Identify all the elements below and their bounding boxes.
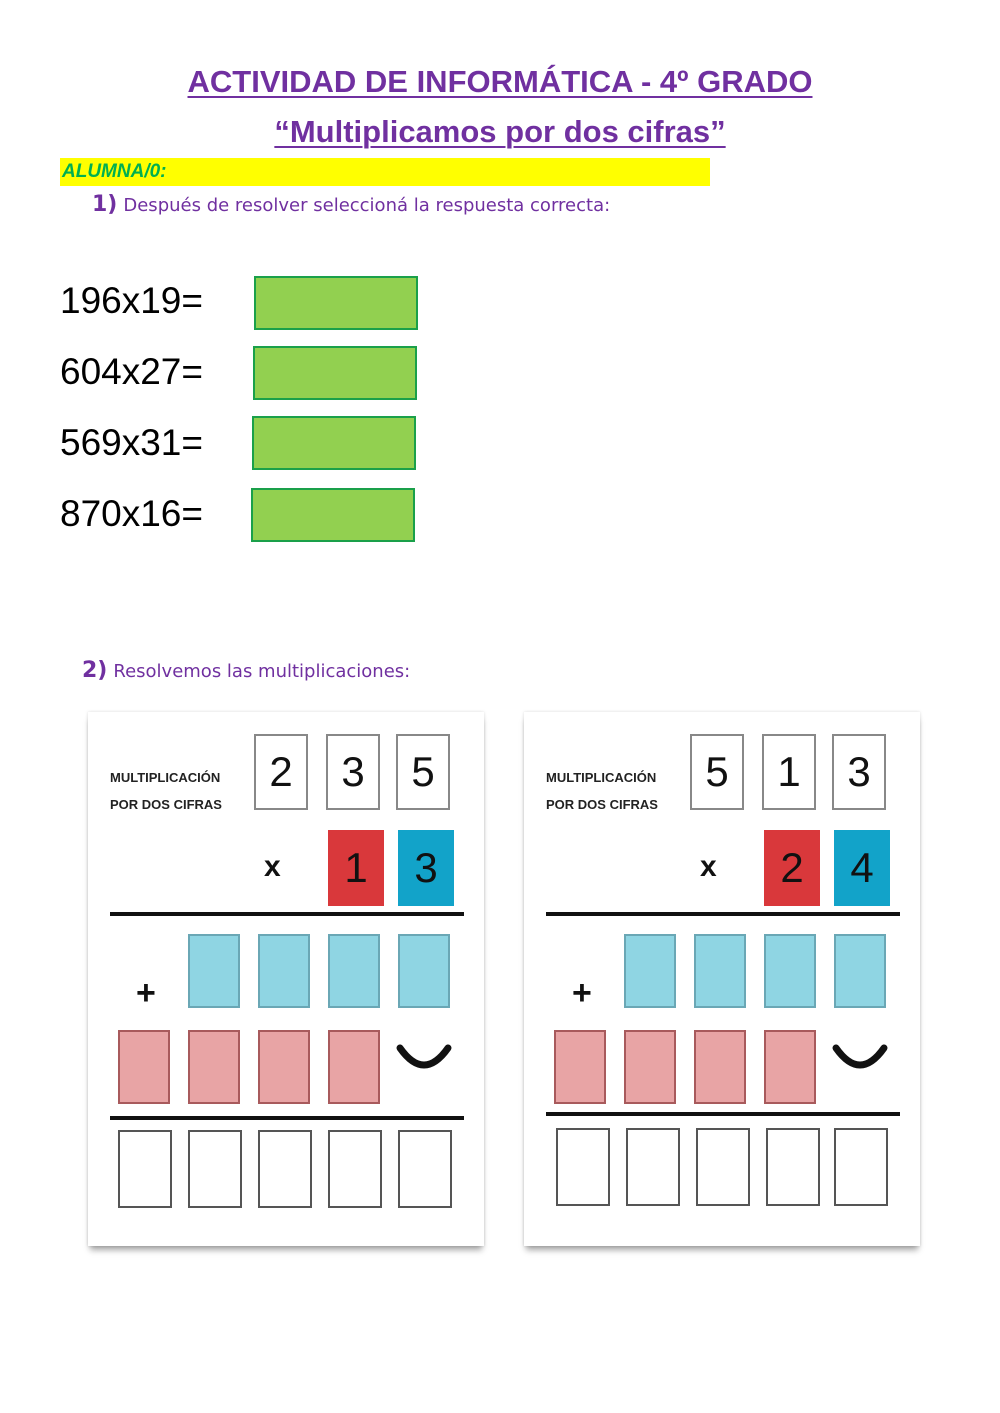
equation-4: 870x16= bbox=[60, 493, 203, 534]
partial-tens-box-2[interactable] bbox=[624, 1030, 676, 1104]
partial-tens-box-1[interactable] bbox=[118, 1030, 170, 1104]
placeholder-zero-icon bbox=[830, 1042, 890, 1076]
partial-tens-box-3[interactable] bbox=[694, 1030, 746, 1104]
multiplication-card-2 bbox=[524, 712, 920, 1246]
card-label: MULTIPLICACIÓN POR DOS CIFRAS bbox=[546, 770, 658, 812]
multiplier-digit-units: 3 bbox=[398, 830, 454, 906]
multiplicand-digit-hundreds: 5 bbox=[690, 734, 744, 810]
multiplier-digit-units: 4 bbox=[834, 830, 890, 906]
divider-line bbox=[110, 1116, 464, 1120]
multiplicand-digit-hundreds: 2 bbox=[254, 734, 308, 810]
divider-line bbox=[546, 912, 900, 916]
answer-dropdown-3[interactable] bbox=[252, 416, 416, 470]
answer-dropdown-2[interactable] bbox=[253, 346, 417, 400]
partial-tens-box-1[interactable] bbox=[554, 1030, 606, 1104]
times-sign: x bbox=[700, 850, 717, 883]
plus-sign: + bbox=[572, 974, 592, 1012]
page-title: ACTIVIDAD DE INFORMÁTICA - 4º GRADO bbox=[187, 64, 813, 99]
partial-tens-box-3[interactable] bbox=[258, 1030, 310, 1104]
partial-units-box-1[interactable] bbox=[188, 934, 240, 1008]
multiplicand-digit-units: 5 bbox=[396, 734, 450, 810]
question-1-instruction: 1) Después de resolver seleccioná la respuesta correcta: bbox=[92, 192, 611, 217]
partial-units-box-3[interactable] bbox=[328, 934, 380, 1008]
student-label: ALUMNA/0: bbox=[62, 161, 167, 182]
student-name-field[interactable] bbox=[60, 158, 710, 186]
multiplicand-digit-units: 3 bbox=[832, 734, 886, 810]
multiplication-card-1 bbox=[88, 712, 484, 1246]
partial-units-box-3[interactable] bbox=[764, 934, 816, 1008]
multiplicand-digit-tens: 1 bbox=[762, 734, 816, 810]
multiplier-digit-tens: 1 bbox=[328, 830, 384, 906]
multiplier-digit-tens: 2 bbox=[764, 830, 820, 906]
equation-3: 569x31= bbox=[60, 422, 203, 463]
divider-line bbox=[110, 912, 464, 916]
partial-units-box-4[interactable] bbox=[834, 934, 886, 1008]
result-box-5[interactable] bbox=[398, 1130, 452, 1208]
question-2-number: 2) bbox=[82, 658, 108, 683]
answer-dropdown-4[interactable] bbox=[251, 488, 415, 542]
result-box-1[interactable] bbox=[118, 1130, 172, 1208]
partial-units-box-4[interactable] bbox=[398, 934, 450, 1008]
plus-sign: + bbox=[136, 974, 156, 1012]
multiplicand-digit-tens: 3 bbox=[326, 734, 380, 810]
partial-tens-box-4[interactable] bbox=[764, 1030, 816, 1104]
partial-units-box-2[interactable] bbox=[258, 934, 310, 1008]
answer-dropdown-1[interactable] bbox=[254, 276, 418, 330]
partial-units-box-2[interactable] bbox=[694, 934, 746, 1008]
placeholder-zero-icon bbox=[394, 1042, 454, 1076]
card-label: MULTIPLICACIÓN POR DOS CIFRAS bbox=[110, 770, 222, 812]
result-box-2[interactable] bbox=[188, 1130, 242, 1208]
result-box-1[interactable] bbox=[556, 1128, 610, 1206]
result-box-4[interactable] bbox=[766, 1128, 820, 1206]
question-1-number: 1) bbox=[92, 192, 118, 217]
divider-line bbox=[546, 1112, 900, 1116]
result-box-3[interactable] bbox=[696, 1128, 750, 1206]
partial-units-box-1[interactable] bbox=[624, 934, 676, 1008]
partial-tens-box-2[interactable] bbox=[188, 1030, 240, 1104]
partial-tens-box-4[interactable] bbox=[328, 1030, 380, 1104]
page-subtitle: “Multiplicamos por dos cifras” bbox=[274, 114, 726, 149]
result-box-2[interactable] bbox=[626, 1128, 680, 1206]
times-sign: x bbox=[264, 850, 281, 883]
equation-2: 604x27= bbox=[60, 351, 203, 392]
question-2-instruction: 2) Resolvemos las multiplicaciones: bbox=[82, 658, 411, 683]
equation-1: 196x19= bbox=[60, 280, 203, 321]
result-box-5[interactable] bbox=[834, 1128, 888, 1206]
result-box-3[interactable] bbox=[258, 1130, 312, 1208]
result-box-4[interactable] bbox=[328, 1130, 382, 1208]
